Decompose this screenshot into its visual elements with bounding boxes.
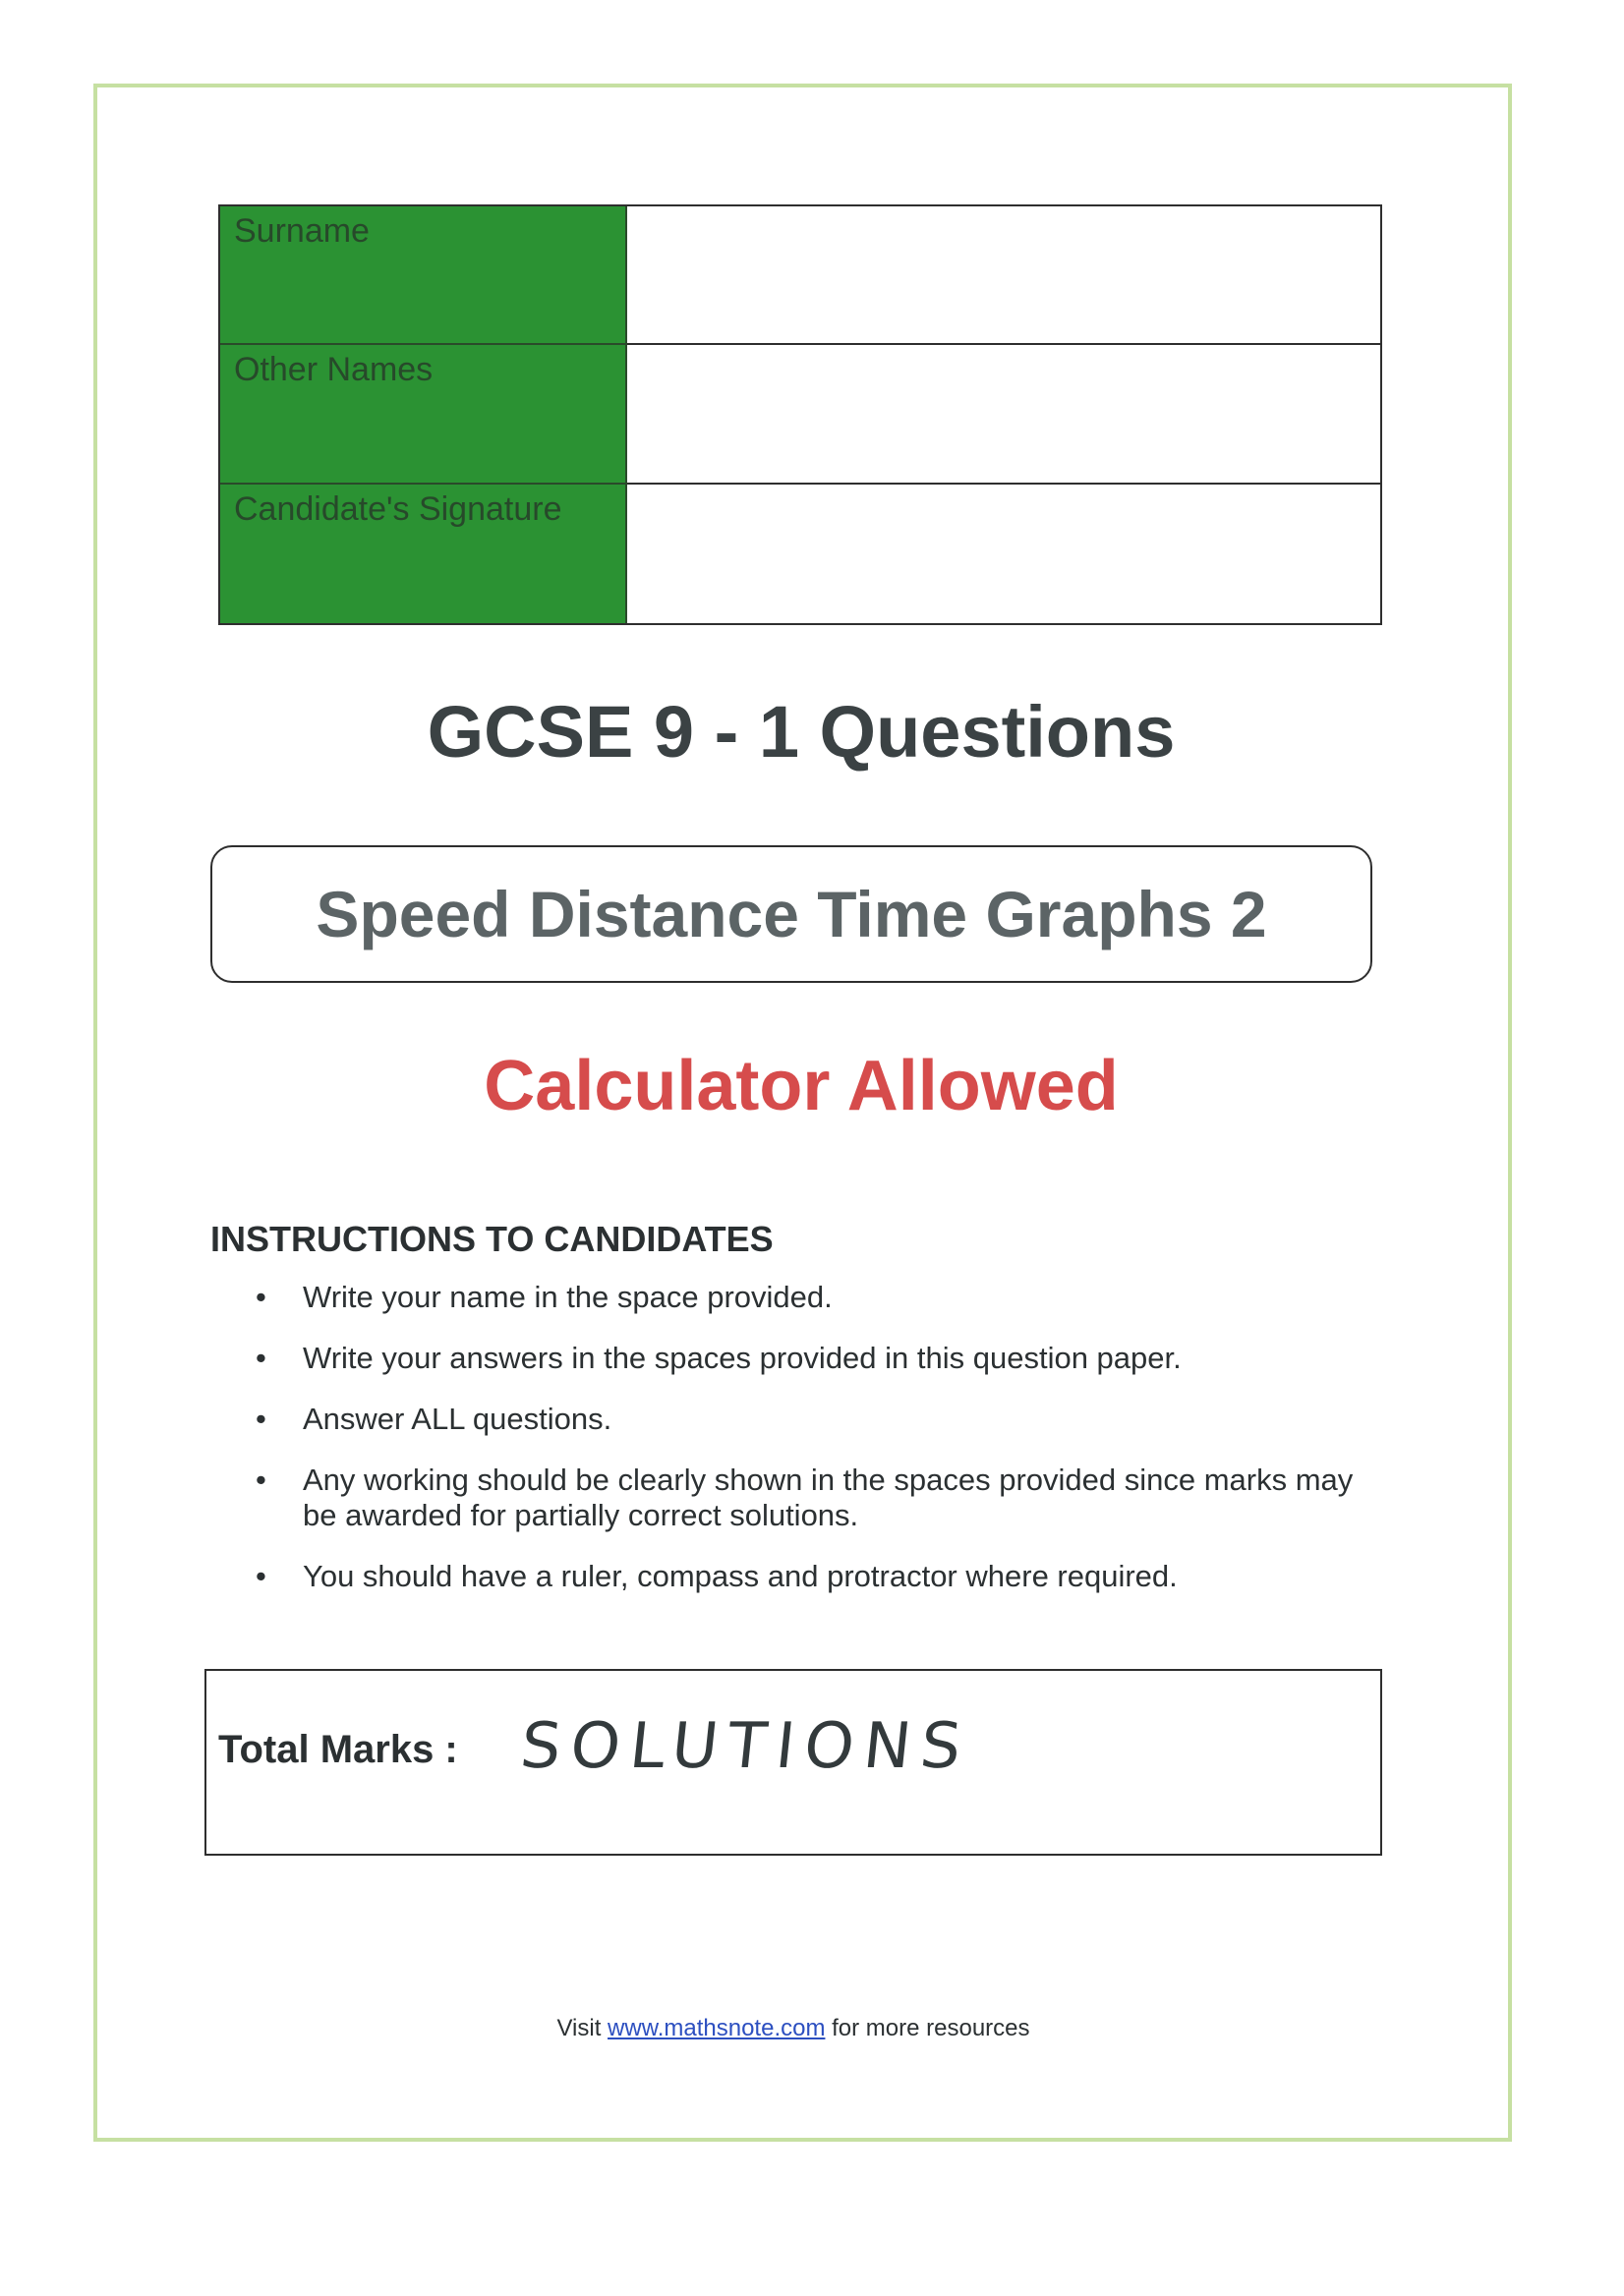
other-names-label: Other Names [220,345,627,484]
footer-link[interactable]: www.mathsnote.com [608,2015,826,2041]
instruction-text: You should have a ruler, compass and protractor where required. [303,1559,1178,1593]
instruction-text: Write your answers in the spaces provided in this question paper. [303,1341,1182,1375]
footer-suffix: for more resources [825,2015,1030,2041]
total-marks-value[interactable]: SOLUTIONS [517,1710,975,1783]
signature-label: Candidate's Signature [220,485,627,623]
signature-field[interactable] [627,485,1380,623]
instruction-text: Any working should be clearly shown in the spaces provided since marks may be awarded for partially correct solutions. [303,1463,1354,1532]
instruction-item [250,1280,1390,1315]
instruction-text: Write your name in the space provided. [303,1280,833,1314]
calculator-notice: Calculator Allowed [484,1047,1119,1125]
page-title: GCSE 9 - 1 Questions [427,691,1176,773]
bullet-icon: • [256,1463,266,1497]
instructions-heading: INSTRUCTIONS TO CANDIDATES [210,1219,774,1259]
bullet-icon: • [256,1280,266,1314]
instructions-list [250,1280,1390,1620]
topic-title: Speed Distance Time Graphs 2 [316,878,1267,950]
bullet-icon: • [256,1341,266,1375]
surname-label: Surname [220,206,627,345]
topic-box [210,845,1372,983]
other-names-field[interactable] [627,345,1380,484]
instruction-item [250,1463,1390,1533]
instruction-item [250,1341,1390,1376]
candidate-details-table [218,204,1382,625]
total-marks-label: Total Marks : [218,1728,458,1771]
instruction-item [250,1559,1390,1594]
instruction-item [250,1402,1390,1437]
surname-field[interactable] [627,206,1380,345]
footer [0,2015,1587,2042]
footer-prefix: Visit [556,2015,609,2041]
instruction-text: Answer ALL questions. [303,1402,612,1436]
bullet-icon: • [256,1402,266,1436]
total-marks-box [204,1669,1382,1856]
bullet-icon: • [256,1559,266,1593]
